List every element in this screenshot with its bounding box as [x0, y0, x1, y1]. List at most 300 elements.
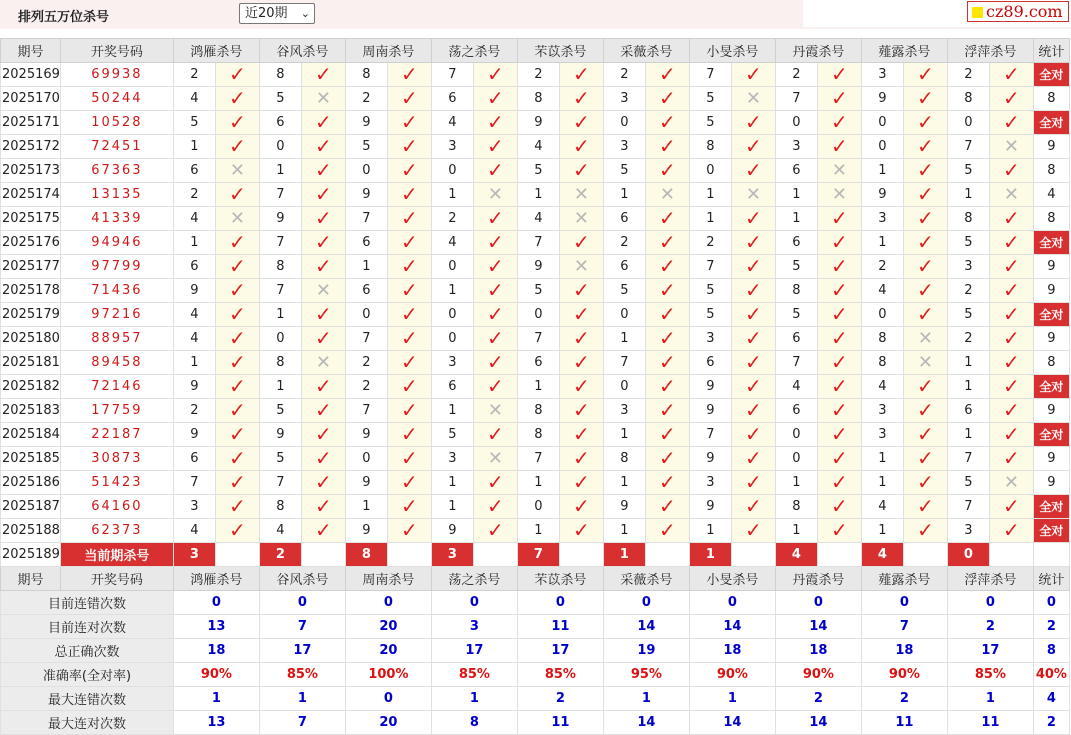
- result-cell: [817, 351, 861, 375]
- result-cell: [215, 351, 259, 375]
- draw-number-cell: 17759: [60, 399, 173, 423]
- stat-value: 2: [1033, 711, 1069, 735]
- check-icon: ✓: [831, 302, 848, 326]
- check-icon: ✓: [401, 326, 418, 350]
- result-cell: [473, 303, 517, 327]
- kill-number-cell: 4: [517, 207, 559, 231]
- check-icon: ✓: [573, 134, 590, 158]
- check-icon: ✓: [487, 158, 504, 182]
- check-icon: ✓: [401, 206, 418, 230]
- kill-number-cell: 6: [345, 231, 387, 255]
- period-cell: 2025186: [1, 471, 61, 495]
- kill-number-cell: 5: [947, 471, 989, 495]
- stat-value: 0: [603, 591, 689, 615]
- result-cell: [215, 111, 259, 135]
- result-cell: [215, 255, 259, 279]
- kill-number-cell: 1: [431, 279, 473, 303]
- period-range-select[interactable]: [239, 3, 315, 24]
- result-cell: [215, 495, 259, 519]
- kill-number-cell: 5: [259, 447, 301, 471]
- stat-value: 1: [259, 687, 345, 711]
- result-cell: [903, 471, 947, 495]
- kill-number-cell: 9: [861, 183, 903, 207]
- stat-value: 19: [603, 639, 689, 663]
- result-cell: [903, 279, 947, 303]
- result-cell: [989, 375, 1033, 399]
- result-cell: [645, 207, 689, 231]
- result-cell: [301, 159, 345, 183]
- check-icon: ✓: [917, 470, 934, 494]
- kill-number-cell: 1: [861, 447, 903, 471]
- result-cell: [473, 447, 517, 471]
- footer-header-expert-1: 谷风杀号: [259, 567, 345, 591]
- stat-value: 17: [517, 639, 603, 663]
- result-cell: [645, 135, 689, 159]
- kill-number-cell: 2: [947, 327, 989, 351]
- result-cell: [731, 423, 775, 447]
- kill-number-cell: 6: [603, 207, 645, 231]
- footer-header-row: [1, 567, 1070, 591]
- stat-value: 13: [173, 615, 259, 639]
- column-header-expert-9: 浮萍杀号: [947, 39, 1033, 63]
- result-cell: [387, 87, 431, 111]
- result-cell: [301, 207, 345, 231]
- footer-header-expert-0: 鸿雁杀号: [173, 567, 259, 591]
- kill-number-cell: 0: [345, 159, 387, 183]
- column-header-expert-4: 芣苡杀号: [517, 39, 603, 63]
- kill-number-cell: 1: [947, 351, 989, 375]
- kill-number-cell: 5: [603, 159, 645, 183]
- check-icon: ✓: [229, 86, 246, 110]
- check-icon: ✓: [917, 494, 934, 518]
- footer-header-expert-2: 周南杀号: [345, 567, 431, 591]
- result-cell: [387, 351, 431, 375]
- kill-number-cell: 1: [689, 183, 731, 207]
- result-cell: [989, 447, 1033, 471]
- result-cell: [989, 111, 1033, 135]
- check-icon: ✓: [1003, 326, 1020, 350]
- result-cell: [989, 231, 1033, 255]
- stat-value: 2: [775, 687, 861, 711]
- kill-number-cell: 9: [345, 471, 387, 495]
- all-correct-badge: 全对: [1033, 423, 1069, 447]
- cross-icon: ✕: [229, 159, 245, 181]
- kill-number-cell: 9: [345, 111, 387, 135]
- check-icon: ✓: [487, 110, 504, 134]
- result-cell: [301, 375, 345, 399]
- result-cell: [215, 303, 259, 327]
- kill-number-cell: 3: [861, 399, 903, 423]
- result-cell: [215, 87, 259, 111]
- check-icon: ✓: [659, 398, 676, 422]
- kill-number-cell: 9: [345, 423, 387, 447]
- check-icon: ✓: [917, 398, 934, 422]
- result-cell: [731, 375, 775, 399]
- check-icon: ✓: [745, 110, 762, 134]
- result-cell: [473, 399, 517, 423]
- correct-count-cell: 8: [1033, 87, 1069, 111]
- kill-number-cell: 9: [173, 279, 215, 303]
- check-icon: ✓: [401, 422, 418, 446]
- kill-number-cell: 1: [603, 423, 645, 447]
- stat-value: 7: [259, 711, 345, 735]
- kill-number-cell: 2: [345, 87, 387, 111]
- check-icon: ✓: [315, 182, 332, 206]
- kill-number-cell: 1: [947, 183, 989, 207]
- kill-number-cell: 7: [947, 135, 989, 159]
- kill-number-cell: 1: [689, 519, 731, 543]
- footer-header-stat: 统计: [1033, 567, 1069, 591]
- kill-number-cell: 1: [861, 519, 903, 543]
- kill-number-cell: 0: [689, 159, 731, 183]
- kill-number-cell: 0: [259, 135, 301, 159]
- check-icon: ✓: [229, 374, 246, 398]
- check-icon: ✓: [659, 302, 676, 326]
- kill-number-cell: 6: [431, 87, 473, 111]
- result-cell: [473, 135, 517, 159]
- result-cell: [903, 303, 947, 327]
- kill-number-cell: 4: [173, 87, 215, 111]
- stat-value: 14: [775, 615, 861, 639]
- period-cell: 2025172: [1, 135, 61, 159]
- result-cell: [903, 231, 947, 255]
- brand-logo[interactable]: cz89.com: [967, 1, 1069, 22]
- check-icon: ✓: [573, 158, 590, 182]
- draw-number-cell: 30873: [60, 447, 173, 471]
- all-correct-badge: 全对: [1033, 111, 1069, 135]
- check-icon: ✓: [573, 302, 590, 326]
- kill-number-cell: 7: [345, 399, 387, 423]
- result-cell: [817, 87, 861, 111]
- check-icon: ✓: [401, 158, 418, 182]
- result-cell: [731, 351, 775, 375]
- result-cell: [473, 279, 517, 303]
- check-icon: ✓: [229, 350, 246, 374]
- current-kill-number: 7: [517, 543, 559, 567]
- page-title: 排列五万位杀号: [18, 10, 110, 25]
- column-header-expert-3: 荡之杀号: [431, 39, 517, 63]
- check-icon: ✓: [659, 278, 676, 302]
- result-cell: [387, 183, 431, 207]
- check-icon: ✓: [229, 182, 246, 206]
- result-cell: [645, 351, 689, 375]
- kill-number-cell: 2: [173, 399, 215, 423]
- kill-number-cell: 8: [689, 135, 731, 159]
- check-icon: ✓: [401, 182, 418, 206]
- result-cell: [387, 135, 431, 159]
- result-cell: [559, 423, 603, 447]
- kill-number-cell: 9: [689, 447, 731, 471]
- check-icon: ✓: [315, 206, 332, 230]
- table-row: [1, 303, 1070, 327]
- table-row: [1, 375, 1070, 399]
- check-icon: ✓: [1003, 62, 1020, 86]
- check-icon: ✓: [229, 470, 246, 494]
- cross-icon: ✕: [487, 183, 503, 205]
- check-icon: ✓: [229, 446, 246, 470]
- kill-number-cell: 3: [603, 87, 645, 111]
- cross-icon: ✕: [917, 327, 933, 349]
- check-icon: ✓: [573, 62, 590, 86]
- result-cell: [559, 495, 603, 519]
- check-icon: ✓: [1003, 158, 1020, 182]
- stat-value: 20: [345, 639, 431, 663]
- result-cell: [731, 159, 775, 183]
- correct-count-cell: 9: [1033, 327, 1069, 351]
- result-cell: [215, 159, 259, 183]
- check-icon: ✓: [917, 230, 934, 254]
- kill-number-cell: 0: [345, 447, 387, 471]
- check-icon: ✓: [745, 62, 762, 86]
- result-cell: [645, 495, 689, 519]
- period-cell: 2025174: [1, 183, 61, 207]
- kill-number-cell: 0: [603, 111, 645, 135]
- result-cell: [817, 375, 861, 399]
- current-period-row: [1, 543, 1070, 567]
- check-icon: ✓: [229, 62, 246, 86]
- stat-value: 7: [259, 615, 345, 639]
- kill-number-cell: 4: [861, 279, 903, 303]
- kill-number-cell: 3: [947, 255, 989, 279]
- check-icon: ✓: [659, 206, 676, 230]
- current-kill-number: 2: [259, 543, 301, 567]
- kill-number-cell: 0: [775, 447, 817, 471]
- stat-value: 20: [345, 615, 431, 639]
- result-cell: [903, 207, 947, 231]
- cross-icon: ✕: [487, 447, 503, 469]
- table-row: [1, 447, 1070, 471]
- check-icon: ✓: [573, 446, 590, 470]
- stat-value: 20: [345, 711, 431, 735]
- kill-number-cell: 7: [775, 351, 817, 375]
- stat-value: 100%: [345, 663, 431, 687]
- result-cell: [473, 231, 517, 255]
- current-kill-number: 0: [947, 543, 989, 567]
- check-icon: ✓: [573, 494, 590, 518]
- check-icon: ✓: [659, 326, 676, 350]
- stat-row: [1, 591, 1070, 615]
- check-icon: ✓: [315, 518, 332, 542]
- kill-number-cell: 0: [861, 111, 903, 135]
- check-icon: ✓: [1003, 494, 1020, 518]
- kill-number-cell: 0: [431, 159, 473, 183]
- result-cell: [645, 63, 689, 87]
- kill-number-cell: 5: [259, 399, 301, 423]
- result-cell: [473, 63, 517, 87]
- stat-row: [1, 663, 1070, 687]
- check-icon: ✓: [487, 326, 504, 350]
- kill-number-cell: 9: [259, 207, 301, 231]
- result-cell: [559, 207, 603, 231]
- result-cell: [989, 207, 1033, 231]
- check-icon: ✓: [745, 446, 762, 470]
- kill-number-cell: 0: [603, 303, 645, 327]
- check-icon: ✓: [659, 134, 676, 158]
- check-icon: ✓: [573, 350, 590, 374]
- kill-number-cell: 0: [431, 327, 473, 351]
- draw-number-cell: 69938: [60, 63, 173, 87]
- draw-number-cell: 22187: [60, 423, 173, 447]
- cross-icon: ✕: [573, 255, 589, 277]
- kill-number-cell: 1: [517, 183, 559, 207]
- check-icon: ✓: [487, 254, 504, 278]
- kill-number-cell: 5: [775, 255, 817, 279]
- kill-number-cell: 8: [259, 63, 301, 87]
- kill-number-cell: 6: [775, 231, 817, 255]
- kill-number-cell: 2: [603, 231, 645, 255]
- correct-count-cell: 9: [1033, 471, 1069, 495]
- stat-value: 8: [1033, 639, 1069, 663]
- cross-icon: ✕: [1003, 183, 1019, 205]
- stat-value: 90%: [689, 663, 775, 687]
- kill-number-cell: 9: [689, 399, 731, 423]
- kill-number-cell: 1: [517, 375, 559, 399]
- result-cell: [301, 303, 345, 327]
- stat-value: 14: [775, 711, 861, 735]
- footer-header-expert-3: 荡之杀号: [431, 567, 517, 591]
- period-cell: 2025175: [1, 207, 61, 231]
- correct-count-cell: 9: [1033, 447, 1069, 471]
- check-icon: ✓: [831, 398, 848, 422]
- kill-number-cell: 1: [431, 495, 473, 519]
- check-icon: ✓: [1003, 518, 1020, 542]
- kill-number-cell: 5: [517, 159, 559, 183]
- logo-square-icon: [972, 7, 983, 18]
- stat-value: 18: [861, 639, 947, 663]
- kill-number-cell: 6: [775, 159, 817, 183]
- table-row: [1, 207, 1070, 231]
- result-cell: [989, 255, 1033, 279]
- check-icon: ✓: [831, 110, 848, 134]
- result-cell: [817, 111, 861, 135]
- table-row: [1, 351, 1070, 375]
- check-icon: ✓: [745, 470, 762, 494]
- table-row: [1, 327, 1070, 351]
- kill-number-cell: 1: [861, 159, 903, 183]
- kill-number-cell: 1: [173, 351, 215, 375]
- check-icon: ✓: [401, 230, 418, 254]
- check-icon: ✓: [831, 134, 848, 158]
- result-cell: [645, 447, 689, 471]
- correct-count-cell: 9: [1033, 399, 1069, 423]
- stat-value: 90%: [173, 663, 259, 687]
- period-range-value: 近20期: [245, 6, 288, 21]
- check-icon: ✓: [573, 86, 590, 110]
- column-header-expert-0: 鸿雁杀号: [173, 39, 259, 63]
- check-icon: ✓: [401, 398, 418, 422]
- result-cell: [903, 87, 947, 111]
- check-icon: ✓: [745, 518, 762, 542]
- result-cell: [301, 111, 345, 135]
- result-cell: [989, 279, 1033, 303]
- check-icon: ✓: [401, 278, 418, 302]
- result-cell: [817, 399, 861, 423]
- kill-number-cell: 1: [259, 375, 301, 399]
- check-icon: ✓: [831, 230, 848, 254]
- check-icon: ✓: [659, 374, 676, 398]
- check-icon: ✓: [917, 206, 934, 230]
- result-cell: [731, 135, 775, 159]
- check-icon: ✓: [745, 350, 762, 374]
- kill-number-cell: 1: [947, 375, 989, 399]
- check-icon: ✓: [315, 494, 332, 518]
- stat-value: 13: [173, 711, 259, 735]
- kill-number-cell: 1: [603, 471, 645, 495]
- kill-number-cell: 3: [689, 327, 731, 351]
- result-cell: [817, 447, 861, 471]
- kill-number-cell: 1: [431, 471, 473, 495]
- result-cell: [731, 303, 775, 327]
- check-icon: ✓: [831, 86, 848, 110]
- stat-label: 总正确次数: [1, 639, 174, 663]
- kill-number-cell: 0: [345, 303, 387, 327]
- result-cell: [301, 495, 345, 519]
- result-cell: [817, 471, 861, 495]
- result-cell: [387, 207, 431, 231]
- kill-number-cell: 5: [689, 111, 731, 135]
- column-header-expert-8: 薤露杀号: [861, 39, 947, 63]
- stat-value: 0: [259, 591, 345, 615]
- result-cell: [645, 231, 689, 255]
- result-cell: [215, 135, 259, 159]
- result-cell: [903, 399, 947, 423]
- result-cell: [559, 279, 603, 303]
- check-icon: ✓: [745, 494, 762, 518]
- kill-number-cell: 7: [431, 63, 473, 87]
- result-cell: [989, 399, 1033, 423]
- result-cell: [903, 159, 947, 183]
- stat-value: 0: [345, 591, 431, 615]
- kill-number-cell: 5: [947, 231, 989, 255]
- kill-number-cell: 6: [603, 255, 645, 279]
- stat-value: 4: [1033, 687, 1069, 711]
- result-cell: [301, 423, 345, 447]
- result-cell: [989, 351, 1033, 375]
- kill-number-cell: 7: [345, 327, 387, 351]
- draw-number-cell: 64160: [60, 495, 173, 519]
- check-icon: ✓: [745, 206, 762, 230]
- kill-number-cell: 7: [775, 87, 817, 111]
- stat-value: 17: [259, 639, 345, 663]
- check-icon: ✓: [487, 494, 504, 518]
- check-icon: ✓: [315, 446, 332, 470]
- result-cell: [903, 519, 947, 543]
- result-cell: [473, 159, 517, 183]
- kill-number-cell: 2: [603, 63, 645, 87]
- draw-number-cell: 50244: [60, 87, 173, 111]
- kill-number-cell: 1: [259, 303, 301, 327]
- footer-header-expert-9: 浮萍杀号: [947, 567, 1033, 591]
- kill-number-cell: 6: [345, 279, 387, 303]
- kill-number-cell: 0: [947, 111, 989, 135]
- column-header-stat: 统计: [1033, 39, 1069, 63]
- kill-number-cell: 5: [259, 87, 301, 111]
- correct-count-cell: 8: [1033, 207, 1069, 231]
- result-cell: [645, 375, 689, 399]
- kill-number-cell: 7: [259, 183, 301, 207]
- result-cell: [559, 327, 603, 351]
- check-icon: ✓: [487, 470, 504, 494]
- check-icon: ✓: [229, 494, 246, 518]
- table-row: [1, 495, 1070, 519]
- kill-number-cell: 2: [517, 63, 559, 87]
- result-cell: [903, 423, 947, 447]
- result-cell: [817, 255, 861, 279]
- check-icon: ✓: [401, 86, 418, 110]
- result-cell: [989, 519, 1033, 543]
- result-cell: [215, 279, 259, 303]
- stat-value: 85%: [431, 663, 517, 687]
